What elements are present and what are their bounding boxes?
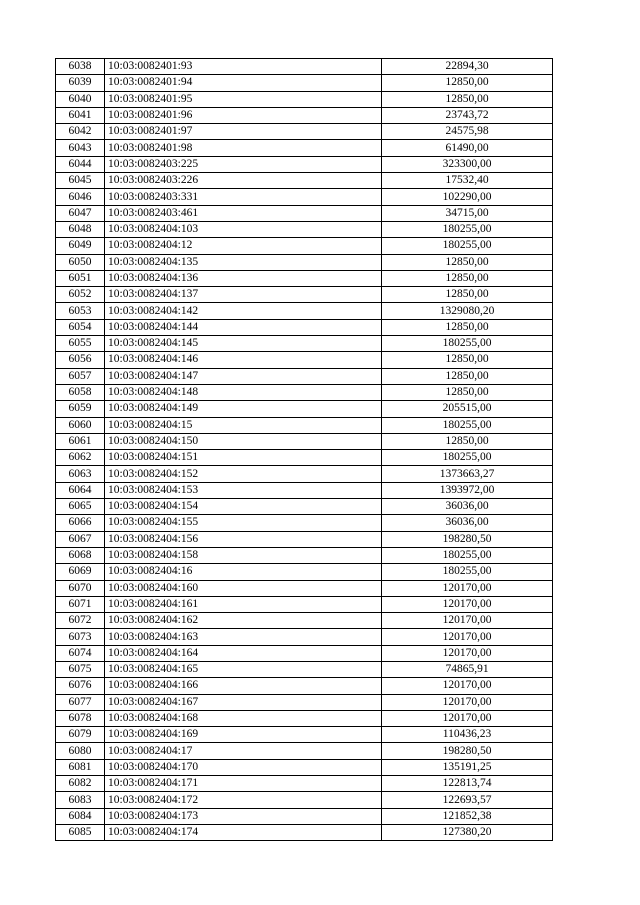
row-number-cell: 6085 [56, 824, 105, 840]
cadastral-number-cell: 10:03:0082404:144 [105, 319, 382, 335]
row-number-cell: 6073 [56, 629, 105, 645]
value-cell: 17532,40 [382, 173, 553, 189]
row-number-cell: 6039 [56, 75, 105, 91]
table-row [56, 515, 553, 531]
row-number-cell: 6068 [56, 547, 105, 563]
value-cell: 74865,91 [382, 661, 553, 677]
row-number-cell: 6054 [56, 319, 105, 335]
table-row [56, 824, 553, 840]
cadastral-number-cell: 10:03:0082404:168 [105, 710, 382, 726]
value-cell: 205515,00 [382, 401, 553, 417]
value-cell: 12850,00 [382, 433, 553, 449]
table-row [56, 221, 553, 237]
value-cell: 180255,00 [382, 450, 553, 466]
cadastral-number-cell: 10:03:0082404:167 [105, 694, 382, 710]
row-number-cell: 6048 [56, 221, 105, 237]
value-cell: 34715,00 [382, 205, 553, 221]
cadastral-number-cell: 10:03:0082403:226 [105, 173, 382, 189]
cadastral-number-cell: 10:03:0082404:165 [105, 661, 382, 677]
table-row [56, 303, 553, 319]
cadastral-number-cell: 10:03:0082404:166 [105, 678, 382, 694]
value-cell: 24575,98 [382, 124, 553, 140]
row-number-cell: 6045 [56, 173, 105, 189]
table-row [56, 368, 553, 384]
value-cell: 120170,00 [382, 678, 553, 694]
row-number-cell: 6069 [56, 564, 105, 580]
cadastral-number-cell: 10:03:0082404:153 [105, 482, 382, 498]
value-cell: 102290,00 [382, 189, 553, 205]
cadastral-number-cell: 10:03:0082401:98 [105, 140, 382, 156]
cadastral-number-cell: 10:03:0082403:331 [105, 189, 382, 205]
value-cell: 1393972,00 [382, 482, 553, 498]
value-cell: 120170,00 [382, 710, 553, 726]
value-cell: 12850,00 [382, 368, 553, 384]
value-cell: 135191,25 [382, 759, 553, 775]
row-number-cell: 6082 [56, 776, 105, 792]
cadastral-number-cell: 10:03:0082404:170 [105, 759, 382, 775]
table-row [56, 238, 553, 254]
table-row [56, 678, 553, 694]
table-row [56, 124, 553, 140]
row-number-cell: 6058 [56, 384, 105, 400]
row-number-cell: 6041 [56, 107, 105, 123]
table-row [56, 645, 553, 661]
row-number-cell: 6078 [56, 710, 105, 726]
table-row [56, 352, 553, 368]
table-row [56, 629, 553, 645]
cadastral-number-cell: 10:03:0082404:172 [105, 792, 382, 808]
table-row [56, 710, 553, 726]
row-number-cell: 6051 [56, 270, 105, 286]
cadastral-number-cell: 10:03:0082404:147 [105, 368, 382, 384]
row-number-cell: 6061 [56, 433, 105, 449]
table-row [56, 336, 553, 352]
cadastral-number-cell: 10:03:0082404:154 [105, 499, 382, 515]
value-cell: 120170,00 [382, 694, 553, 710]
cadastral-number-cell: 10:03:0082404:135 [105, 254, 382, 270]
value-cell: 180255,00 [382, 417, 553, 433]
cadastral-number-cell: 10:03:0082404:155 [105, 515, 382, 531]
value-cell: 180255,00 [382, 547, 553, 563]
value-cell: 36036,00 [382, 515, 553, 531]
cadastral-number-cell: 10:03:0082404:15 [105, 417, 382, 433]
table-row [56, 417, 553, 433]
table-row [56, 613, 553, 629]
table-row [56, 759, 553, 775]
row-number-cell: 6053 [56, 303, 105, 319]
table-body [56, 59, 553, 841]
row-number-cell: 6072 [56, 613, 105, 629]
row-number-cell: 6071 [56, 596, 105, 612]
row-number-cell: 6079 [56, 727, 105, 743]
value-cell: 120170,00 [382, 596, 553, 612]
row-number-cell: 6040 [56, 91, 105, 107]
table-row [56, 319, 553, 335]
value-cell: 180255,00 [382, 221, 553, 237]
cadastral-number-cell: 10:03:0082404:173 [105, 808, 382, 824]
value-cell: 1329080,20 [382, 303, 553, 319]
value-cell: 180255,00 [382, 564, 553, 580]
value-cell: 12850,00 [382, 384, 553, 400]
value-cell: 122813,74 [382, 776, 553, 792]
row-number-cell: 6060 [56, 417, 105, 433]
value-cell: 120170,00 [382, 613, 553, 629]
cadastral-number-cell: 10:03:0082404:164 [105, 645, 382, 661]
cadastral-number-cell: 10:03:0082404:163 [105, 629, 382, 645]
row-number-cell: 6065 [56, 499, 105, 515]
row-number-cell: 6081 [56, 759, 105, 775]
table-row [56, 580, 553, 596]
table-row [56, 75, 553, 91]
value-cell: 12850,00 [382, 319, 553, 335]
cadastral-number-cell: 10:03:0082403:225 [105, 156, 382, 172]
cadastral-number-cell: 10:03:0082404:103 [105, 221, 382, 237]
cadastral-number-cell: 10:03:0082404:161 [105, 596, 382, 612]
table-row [56, 661, 553, 677]
table-row [56, 433, 553, 449]
cadastral-number-cell: 10:03:0082404:169 [105, 727, 382, 743]
cadastral-number-cell: 10:03:0082404:142 [105, 303, 382, 319]
value-cell: 120170,00 [382, 629, 553, 645]
row-number-cell: 6077 [56, 694, 105, 710]
row-number-cell: 6043 [56, 140, 105, 156]
row-number-cell: 6076 [56, 678, 105, 694]
table-row [56, 547, 553, 563]
cadastral-number-cell: 10:03:0082403:461 [105, 205, 382, 221]
value-cell: 122693,57 [382, 792, 553, 808]
row-number-cell: 6055 [56, 336, 105, 352]
row-number-cell: 6042 [56, 124, 105, 140]
table-row [56, 466, 553, 482]
cadastral-number-cell: 10:03:0082404:149 [105, 401, 382, 417]
cadastral-number-cell: 10:03:0082404:152 [105, 466, 382, 482]
value-cell: 12850,00 [382, 75, 553, 91]
value-cell: 23743,72 [382, 107, 553, 123]
value-cell: 12850,00 [382, 91, 553, 107]
cadastral-number-cell: 10:03:0082401:94 [105, 75, 382, 91]
table-row [56, 727, 553, 743]
row-number-cell: 6049 [56, 238, 105, 254]
cadastral-number-cell: 10:03:0082404:158 [105, 547, 382, 563]
value-cell: 12850,00 [382, 270, 553, 286]
table-row [56, 450, 553, 466]
table-row [56, 808, 553, 824]
value-cell: 120170,00 [382, 580, 553, 596]
table-row [56, 173, 553, 189]
table-row [56, 91, 553, 107]
row-number-cell: 6059 [56, 401, 105, 417]
value-cell: 1373663,27 [382, 466, 553, 482]
cadastral-number-cell: 10:03:0082404:151 [105, 450, 382, 466]
row-number-cell: 6047 [56, 205, 105, 221]
cadastral-number-cell: 10:03:0082404:12 [105, 238, 382, 254]
value-cell: 110436,23 [382, 727, 553, 743]
cadastral-number-cell: 10:03:0082401:95 [105, 91, 382, 107]
cadastral-number-cell: 10:03:0082404:17 [105, 743, 382, 759]
table-row [56, 156, 553, 172]
row-number-cell: 6064 [56, 482, 105, 498]
table-row [56, 792, 553, 808]
cadastral-number-cell: 10:03:0082404:136 [105, 270, 382, 286]
row-number-cell: 6067 [56, 531, 105, 547]
table-row [56, 189, 553, 205]
value-cell: 22894,30 [382, 59, 553, 75]
row-number-cell: 6050 [56, 254, 105, 270]
table-row [56, 482, 553, 498]
row-number-cell: 6057 [56, 368, 105, 384]
table-row [56, 205, 553, 221]
table-row [56, 254, 553, 270]
table-row [56, 107, 553, 123]
cadastral-number-cell: 10:03:0082404:162 [105, 613, 382, 629]
cadastral-number-cell: 10:03:0082404:137 [105, 287, 382, 303]
value-cell: 12850,00 [382, 352, 553, 368]
cadastral-number-cell: 10:03:0082404:146 [105, 352, 382, 368]
table-row [56, 140, 553, 156]
table-row [56, 564, 553, 580]
value-cell: 12850,00 [382, 254, 553, 270]
table-row [56, 287, 553, 303]
row-number-cell: 6046 [56, 189, 105, 205]
cadastral-number-cell: 10:03:0082401:93 [105, 59, 382, 75]
cadastral-number-cell: 10:03:0082404:171 [105, 776, 382, 792]
cadastral-number-cell: 10:03:0082404:174 [105, 824, 382, 840]
table-row [56, 59, 553, 75]
value-cell: 180255,00 [382, 238, 553, 254]
cadastral-number-cell: 10:03:0082404:160 [105, 580, 382, 596]
table-row [56, 531, 553, 547]
value-cell: 36036,00 [382, 499, 553, 515]
value-cell: 12850,00 [382, 287, 553, 303]
table-row [56, 743, 553, 759]
row-number-cell: 6066 [56, 515, 105, 531]
value-cell: 198280,50 [382, 743, 553, 759]
row-number-cell: 6070 [56, 580, 105, 596]
row-number-cell: 6084 [56, 808, 105, 824]
table-row [56, 776, 553, 792]
value-cell: 121852,38 [382, 808, 553, 824]
value-cell: 198280,50 [382, 531, 553, 547]
row-number-cell: 6052 [56, 287, 105, 303]
cadastral-number-cell: 10:03:0082404:16 [105, 564, 382, 580]
row-number-cell: 6044 [56, 156, 105, 172]
value-cell: 61490,00 [382, 140, 553, 156]
table-row [56, 270, 553, 286]
row-number-cell: 6083 [56, 792, 105, 808]
cadastral-number-cell: 10:03:0082404:150 [105, 433, 382, 449]
cadastral-number-cell: 10:03:0082404:148 [105, 384, 382, 400]
row-number-cell: 6075 [56, 661, 105, 677]
table-row [56, 384, 553, 400]
row-number-cell: 6063 [56, 466, 105, 482]
table-row [56, 401, 553, 417]
table-row [56, 596, 553, 612]
row-number-cell: 6038 [56, 59, 105, 75]
value-cell: 180255,00 [382, 336, 553, 352]
row-number-cell: 6062 [56, 450, 105, 466]
value-cell: 127380,20 [382, 824, 553, 840]
cadastral-number-cell: 10:03:0082404:156 [105, 531, 382, 547]
cadastral-number-cell: 10:03:0082404:145 [105, 336, 382, 352]
table-row [56, 499, 553, 515]
row-number-cell: 6074 [56, 645, 105, 661]
row-number-cell: 6080 [56, 743, 105, 759]
data-table [55, 58, 553, 841]
value-cell: 120170,00 [382, 645, 553, 661]
cadastral-number-cell: 10:03:0082401:96 [105, 107, 382, 123]
table-row [56, 694, 553, 710]
row-number-cell: 6056 [56, 352, 105, 368]
cadastral-number-cell: 10:03:0082401:97 [105, 124, 382, 140]
value-cell: 323300,00 [382, 156, 553, 172]
